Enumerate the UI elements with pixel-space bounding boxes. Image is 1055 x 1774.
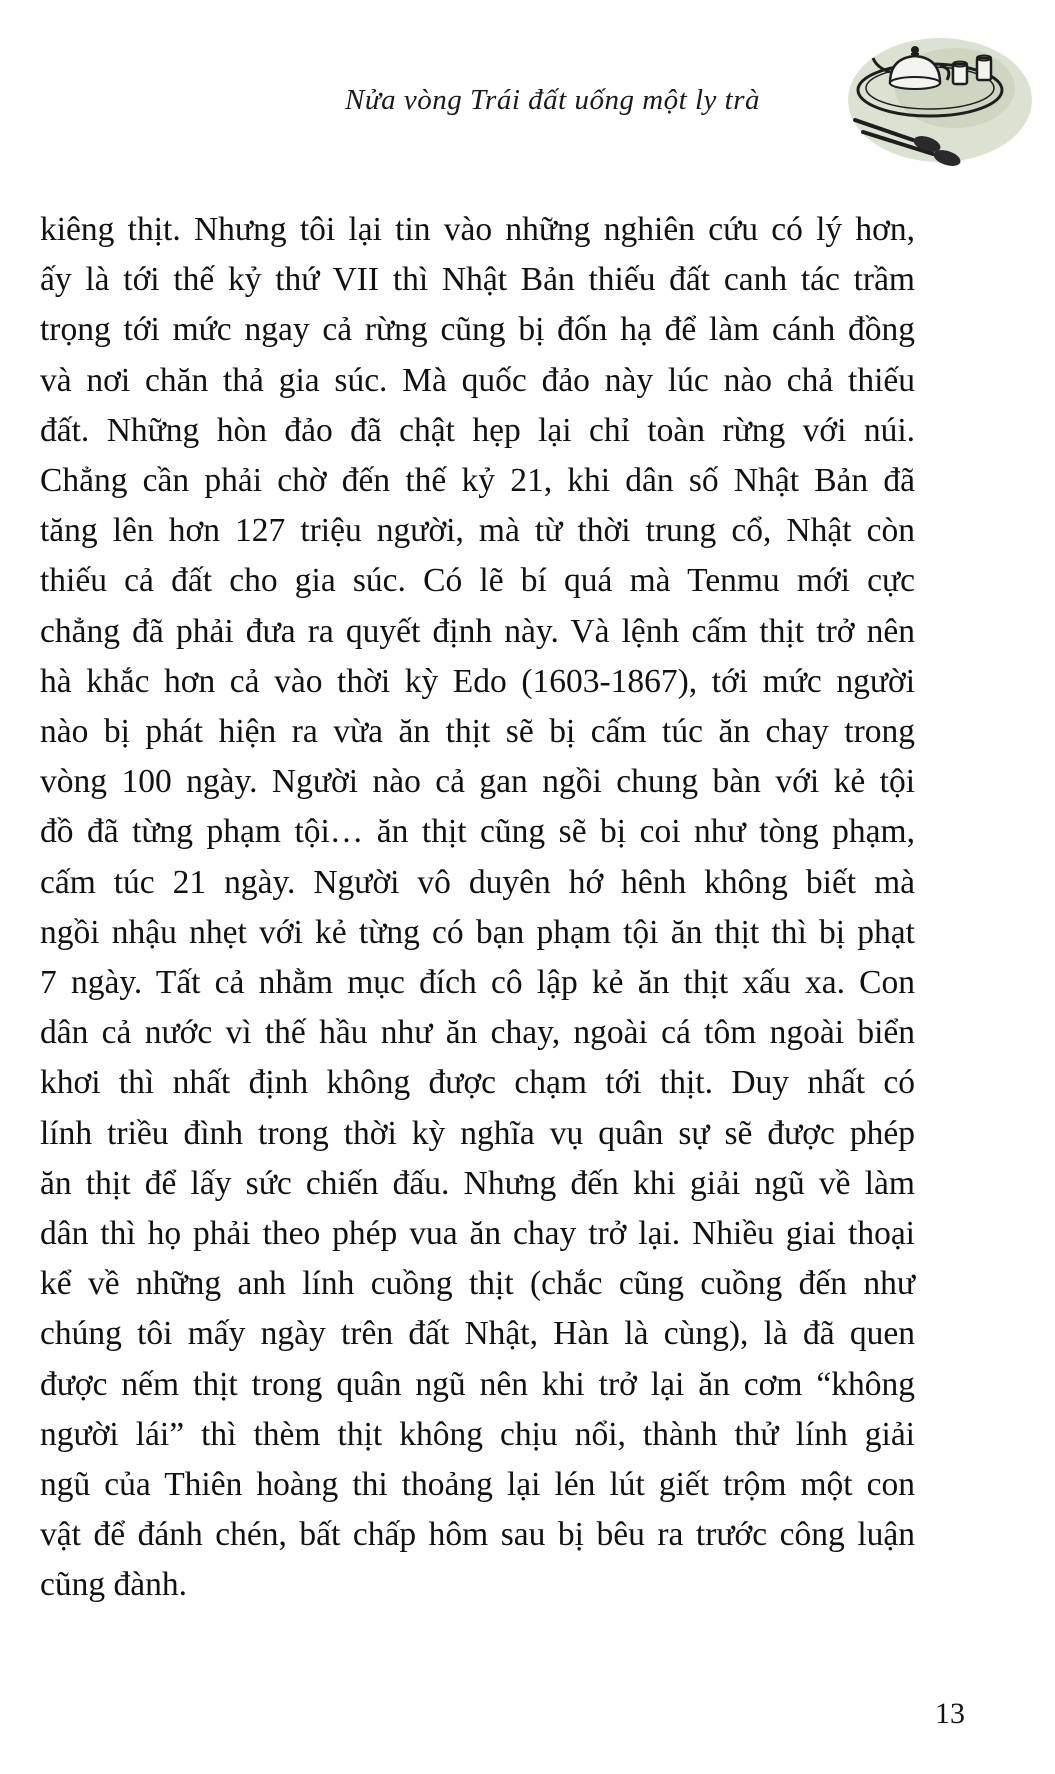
text-line: khơi thì nhất định không được chạm tới thịt. Duy nhất có [40,1064,915,1102]
text-line: kiêng thịt. Nhưng tôi lại tin vào những nghiên cứu có lý hơn, [40,211,915,248]
text-line: kể về những anh lính cuồng thịt (chắc cũng cuồng đến như [40,1265,915,1303]
text-line: vòng 100 ngày. Người nào cả gan ngồi chung bàn với kẻ tội [40,763,915,801]
text-line: ngũ của Thiên hoàng thi thoảng lại lén lút giết trộm một con [40,1466,915,1504]
page-number: 13 [935,1697,965,1730]
text-line: được nếm thịt trong quân ngũ nên khi trở lại ăn cơm “không [40,1365,915,1403]
tea-set-illustration-icon [835,28,1035,178]
text-line: ấy là tới thế kỷ thứ VII thì Nhật Bản thiếu đất canh tác trầm [40,261,915,299]
text-line: ngồi nhậu nhẹt với kẻ từng có bạn phạm tội ăn thịt thì bị phạt [40,913,915,951]
text-line: Chẳng cần phải chờ đến thế kỷ 21, khi dân số Nhật Bản đã [40,462,915,500]
text-line: người lái” thì thèm thịt không chịu nổi, thành thử lính giải [40,1415,915,1453]
text-line: chúng tôi mấy ngày trên đất Nhật, Hàn là cùng), là đã quen [40,1315,915,1353]
text-line: trọng tới mức ngay cả rừng cũng bị đốn hạ để làm cánh đồng [40,311,915,349]
text-line: đất. Những hòn đảo đã chật hẹp lại chỉ toàn rừng với núi. [40,411,915,449]
body-paragraph [40,205,915,1611]
text-line: dân cả nước vì thế hầu như ăn chay, ngoài cá tôm ngoài biển [40,1014,915,1052]
text-line: cấm túc 21 ngày. Người vô duyên hớ hênh không biết mà [40,863,915,901]
text-line: chẳng đã phải đưa ra quyết định này. Và lệnh cấm thịt trở nên [40,612,915,650]
text-line: vật để đánh chén, bất chấp hôm sau bị bêu ra trước công luận [40,1516,915,1554]
text-line: đồ đã từng phạm tội… ăn thịt cũng sẽ bị coi như tòng phạm, [40,813,915,851]
text-line: tăng lên hơn 127 triệu người, mà từ thời trung cổ, Nhật còn [40,512,915,550]
text-line: 7 ngày. Tất cả nhằm mục đích cô lập kẻ ăn thịt xấu xa. Con [40,964,915,1002]
text-line: và nơi chăn thả gia súc. Mà quốc đảo này lúc nào chả thiếu [40,361,915,399]
text-line: dân thì họ phải theo phép vua ăn chay trở lại. Nhiều giai thoại [40,1215,915,1253]
text-line: hà khắc hơn cả vào thời kỳ Edo (1603-1867), tới mức người [40,662,915,700]
text-line: ăn thịt để lấy sức chiến đấu. Nhưng đến khi giải ngũ về làm [40,1164,915,1202]
text-line: nào bị phát hiện ra vừa ăn thịt sẽ bị cấm túc ăn chay trong [40,713,915,751]
text-line: cũng đành. [40,1566,187,1604]
text-line: thiếu cả đất cho gia súc. Có lẽ bí quá mà Tenmu mới cực [40,562,915,600]
text-line: lính triều đình trong thời kỳ nghĩa vụ quân sự sẽ được phép [40,1114,915,1152]
running-header-title: Nửa vòng Trái đất uống một ly trà [345,84,760,116]
